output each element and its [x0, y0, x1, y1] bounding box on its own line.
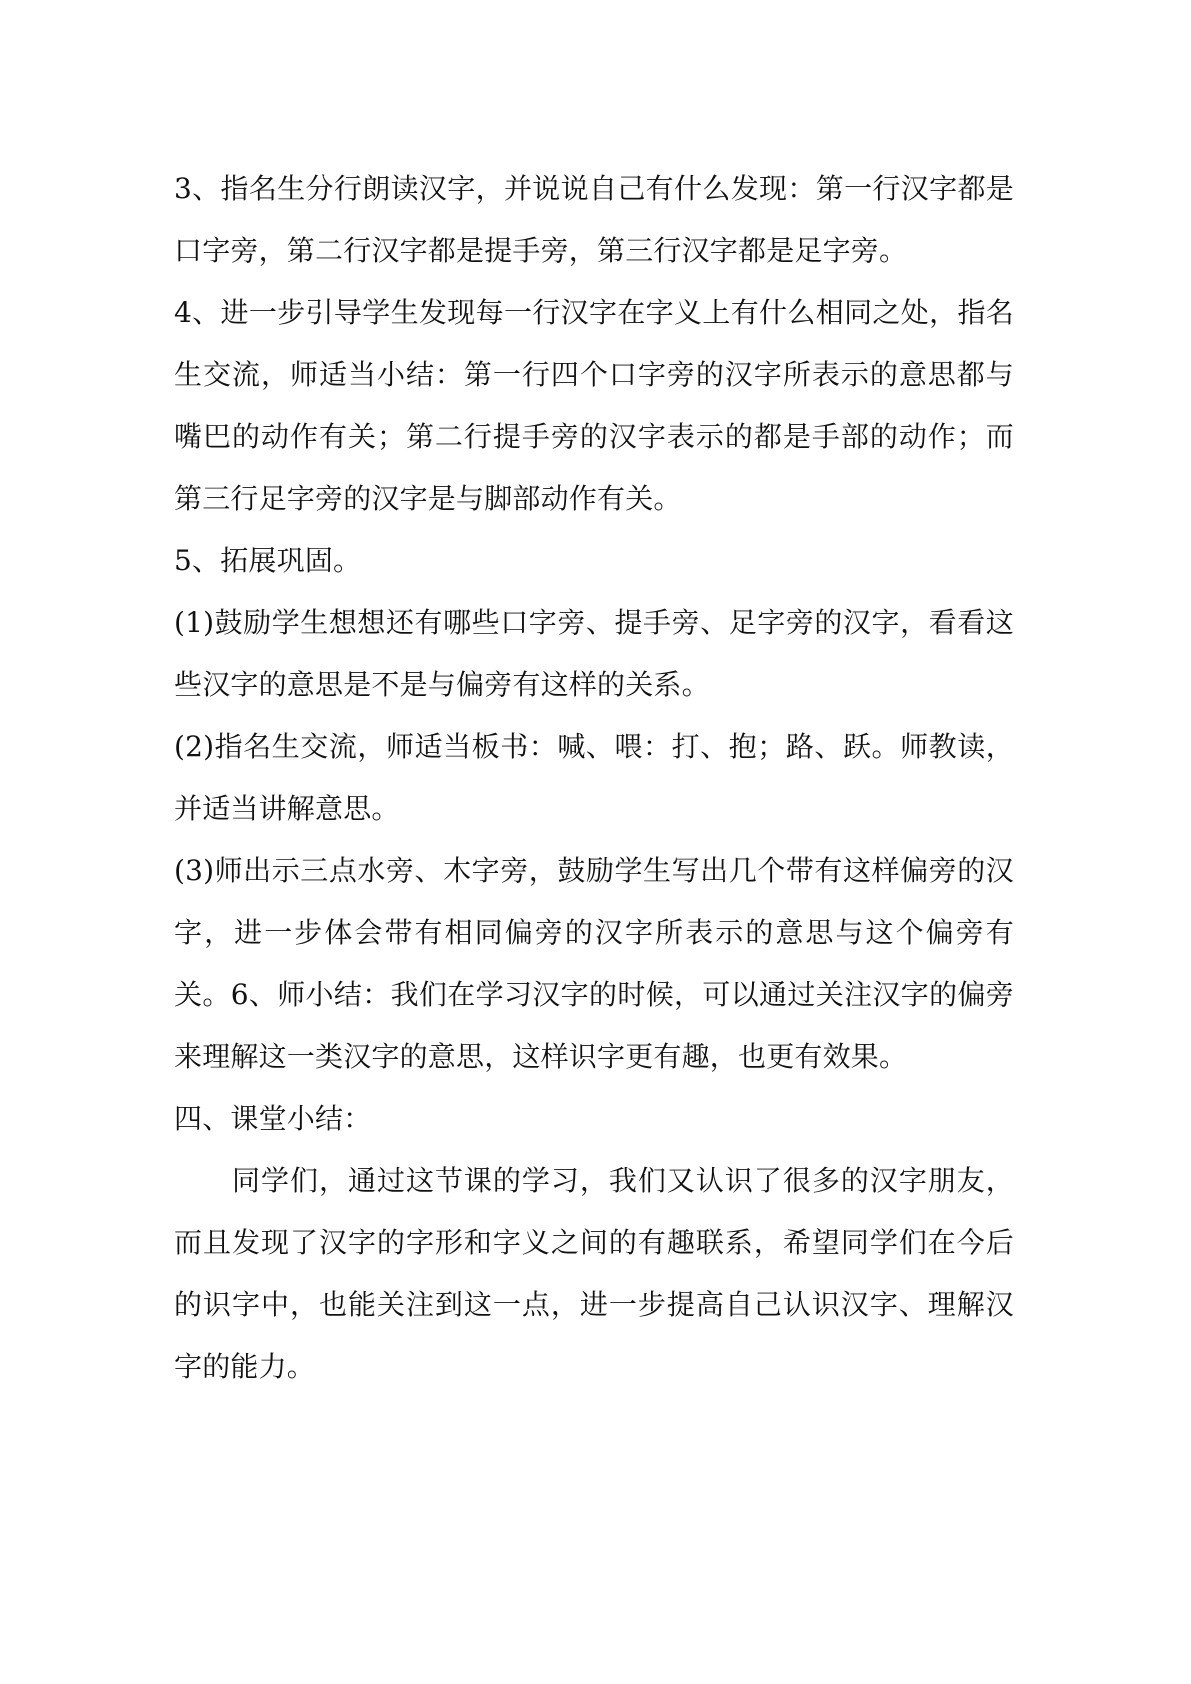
- text-line: 口字旁，第二行汉字都是提手旁，第三行汉字都是足字旁。: [174, 234, 908, 267]
- section-heading: 5、拓展巩固。: [174, 544, 362, 577]
- text-line: 生交流，师适当小结：第一行四个口字旁的汉字所表示的意思都与: [174, 358, 1014, 391]
- text-line: 来理解这一类汉字的意思，这样识字更有趣，也更有效果。: [174, 1040, 908, 1073]
- text-line: 4、进一步引导学生发现每一行汉字在字义上有什么相同之处，指名: [174, 296, 1014, 329]
- document-page: [174, 158, 1014, 1398]
- text-line: 而且发现了汉字的字形和字义之间的有趣联系，希望同学们在今后: [174, 1226, 1014, 1259]
- text-line: 关。6、师小结：我们在学习汉字的时候，可以通过关注汉字的偏旁: [174, 978, 1014, 1011]
- text-line: 些汉字的意思是不是与偏旁有这样的关系。: [174, 668, 710, 701]
- text-line: 字的能力。: [174, 1350, 316, 1383]
- text-line: (2)指名生交流，师适当板书：喊、喂：打、抱；路、跃。师教读，: [174, 730, 1014, 763]
- text-line: 第三行足字旁的汉字是与脚部动作有关。: [174, 482, 682, 515]
- text-line: (3)师出示三点水旁、木字旁，鼓励学生写出几个带有这样偏旁的汉: [174, 854, 1014, 887]
- text-line: 并适当讲解意思。: [174, 792, 400, 825]
- text-line: 的识字中，也能关注到这一点，进一步提高自己认识汉字、理解汉: [174, 1288, 1014, 1321]
- text-line: 3、指名生分行朗读汉字，并说说自己有什么发现：第一行汉字都是: [174, 172, 1014, 205]
- text-line: 嘴巴的动作有关；第二行提手旁的汉字表示的都是手部的动作；而: [174, 420, 1014, 453]
- text-line: 同学们，通过这节课的学习，我们又认识了很多的汉字朋友，: [232, 1164, 1014, 1197]
- text-line: (1)鼓励学生想想还有哪些口字旁、提手旁、足字旁的汉字，看看这: [174, 606, 1014, 639]
- text-line: 字，进一步体会带有相同偏旁的汉字所表示的意思与这个偏旁有: [174, 916, 1014, 949]
- section-heading: 四、课堂小结：: [174, 1102, 372, 1135]
